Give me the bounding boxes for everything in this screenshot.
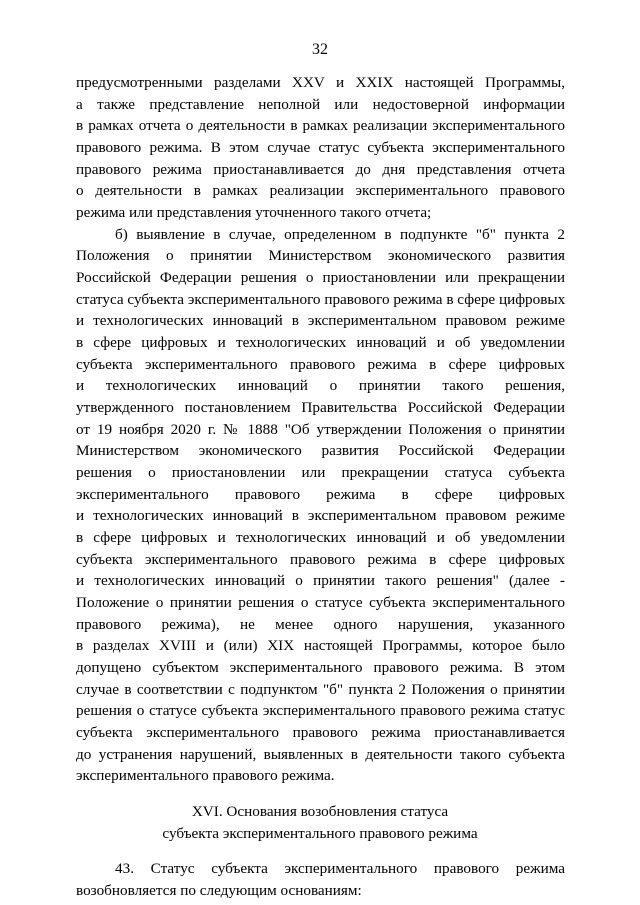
paragraph-3-line: 43. Статус субъекта экспериментального правового режима (115, 860, 565, 877)
page-number: 32 (312, 41, 328, 58)
paragraph-2-line: Положение о принятии решения о статусе субъекта экспериментального (76, 594, 565, 611)
paragraph-2-line: от 19 ноября 2020 г. № 1888 "Об утверждении Положения о принятии (76, 421, 565, 438)
paragraph-2-line: решения о приостановлении или прекращении статуса субъекта (76, 464, 565, 481)
paragraph-2-line: субъекта экспериментального правового режима в сфере цифровых (76, 356, 565, 373)
paragraph-2-line: субъекта экспериментального правового режима в сфере цифровых (76, 551, 565, 568)
section-heading-line: XVI. Основания возобновления статуса (191, 803, 449, 820)
paragraph-2-line: в сфере цифровых и технологических инноваций и об уведомлении (76, 334, 565, 351)
paragraph-1-line: в рамках отчета о деятельности в рамках реализации экспериментального (76, 117, 565, 134)
section-heading-line: субъекта экспериментального правового режима (162, 825, 478, 842)
paragraph-2-line: Министерством экономического развития Российской Федерации (76, 442, 565, 459)
paragraph-2-line: экспериментального правового режима в сфере цифровых (76, 486, 565, 503)
paragraph-1-line: предусмотренными разделами XXV и XXIX настоящей Программы, (76, 74, 565, 91)
paragraph-2-line: экспериментального правового режима. (76, 767, 335, 784)
paragraph-2-line: субъекта экспериментального правового режима приостанавливается (76, 724, 565, 741)
paragraph-2-line: в разделах XVIII и (или) XIX настоящей Программы, которое было (76, 637, 565, 654)
paragraph-2-line: Положения о принятии Министерством экономического развития (76, 247, 565, 264)
paragraph-2-line: до устранения нарушений, выявленных в деятельности такого субъекта (76, 746, 565, 763)
paragraph-2-line: правового режима), не менее одного нарушения, указанного (76, 616, 565, 633)
paragraph-2-line: статуса субъекта экспериментального правового режима в сфере цифровых (76, 291, 566, 308)
paragraph-2-line: решения о статусе субъекта экспериментального правового режима статус (76, 702, 565, 719)
paragraph-1-line: правового режима приостанавливается до дня представления отчета (76, 161, 565, 178)
paragraph-2-line: Российской Федерации решения о приостановлении или прекращении (76, 269, 565, 286)
paragraph-3-line: возобновляется по следующим основаниям: (76, 882, 362, 899)
paragraph-1-line: о деятельности в рамках реализации экспериментального правового (76, 182, 565, 199)
paragraph-2-line: б) выявление в случае, определенном в подпункте "б" пункта 2 (115, 226, 565, 243)
paragraph-2-line: и технологических инноваций о принятии такого решения, (76, 377, 565, 394)
paragraph-2-line: и технологических инноваций о принятии такого решения" (далее - (76, 572, 565, 589)
paragraph-2-line: в сфере цифровых и технологических инноваций и об уведомлении (76, 529, 565, 546)
paragraph-1-line: а также представление неполной или недостоверной информации (76, 96, 565, 113)
paragraph-2-line: и технологических инноваций в экспериментальном правовом режиме (76, 312, 565, 329)
paragraph-1-line: режима или представления уточненного такого отчета; (76, 204, 432, 221)
paragraph-2-line: допущено субъектом экспериментального правового режима. В этом (76, 659, 565, 676)
paragraph-2-line: утвержденного постановлением Правительства Российской Федерации (76, 399, 565, 416)
paragraph-1-line: правового режима. В этом случае статус субъекта экспериментального (76, 139, 565, 156)
paragraph-2-line: случае в соответствии с подпунктом "б" пункта 2 Положения о принятии (76, 681, 565, 698)
paragraph-2-line: и технологических инноваций в экспериментальном правовом режиме (76, 507, 565, 524)
